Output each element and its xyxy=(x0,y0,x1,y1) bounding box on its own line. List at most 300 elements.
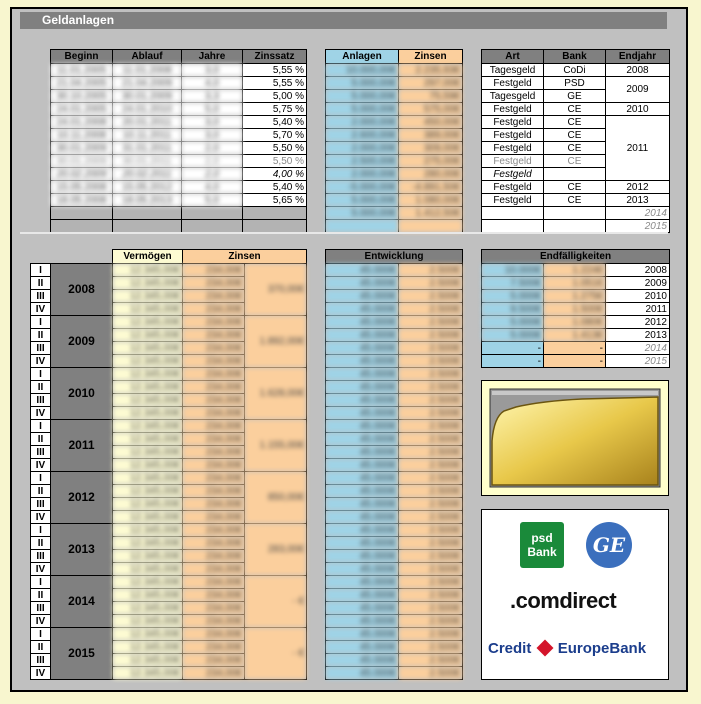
ge-logo-text: GE xyxy=(592,533,626,557)
cell-jahre xyxy=(182,207,243,220)
cell-vermoegen: 12.345,00€ xyxy=(113,290,183,303)
endfael-row xyxy=(482,277,670,290)
quarter-label: IV xyxy=(31,303,51,316)
endfael-row xyxy=(482,303,670,316)
cell-zinsen-q: 234,00€ xyxy=(183,303,245,316)
cell-jahre: 5,0 xyxy=(182,194,243,207)
cell-entw-anlagen: 45.000€ xyxy=(326,277,399,290)
quarter-row xyxy=(31,420,307,433)
quarter-label: I xyxy=(31,264,51,277)
deposit-row xyxy=(51,220,307,233)
entwicklung-row xyxy=(326,433,463,446)
cell-endf-zinsen: 1.080€ xyxy=(544,316,606,329)
cell-beginn: 30.01.2009 xyxy=(51,142,113,155)
cell-bank: CE xyxy=(544,181,606,194)
cell-entw-anlagen: 45.000€ xyxy=(326,381,399,394)
cell-entw-anlagen: 45.000€ xyxy=(326,615,399,628)
cell-zinssatz: 4,00 % xyxy=(243,168,307,181)
invest-row xyxy=(326,194,463,207)
invest-row xyxy=(326,64,463,77)
entwicklung-row xyxy=(326,654,463,667)
cell-art: Tagesgeld xyxy=(482,90,544,103)
cell-vermoegen: 12.345,00€ xyxy=(113,602,183,615)
cell-anlagen: 10.000,00€ xyxy=(326,64,399,77)
entwicklung-row xyxy=(326,420,463,433)
cell-endjahr: 2015 xyxy=(606,220,670,233)
invest-row xyxy=(326,142,463,155)
quarter-label: I xyxy=(31,576,51,589)
cell-entw-zinsen: 2.500€ xyxy=(399,602,463,615)
col-zinsen: Zinsen xyxy=(399,50,463,64)
cell-endf-anlagen: 5.000€ xyxy=(482,316,544,329)
quarter-label: IV xyxy=(31,355,51,368)
cell-bank: CE xyxy=(544,103,606,116)
cell-zinssatz xyxy=(243,207,307,220)
entwicklung-row xyxy=(326,498,463,511)
quarter-label: III xyxy=(31,446,51,459)
year-label: 2011 xyxy=(51,420,113,472)
cell-beginn: 10.11.2008 xyxy=(51,129,113,142)
cell-entw-zinsen: 2.500€ xyxy=(399,641,463,654)
quarter-label: IV xyxy=(31,511,51,524)
cell-anlagen: 2.000,00€ xyxy=(326,168,399,181)
entwicklung-row xyxy=(326,589,463,602)
quarter-row xyxy=(31,316,307,329)
cell-entw-anlagen: 45.000€ xyxy=(326,472,399,485)
cell-zinsen-q: 234,00€ xyxy=(183,537,245,550)
cell-zinsen-q: 234,00€ xyxy=(183,329,245,342)
cell-zinsen: 450,00€ xyxy=(399,116,463,129)
cell-entw-zinsen: 2.500€ xyxy=(399,472,463,485)
cell-endf-jahr: 2011 xyxy=(606,303,670,316)
cell-zinsen-q: 234,00€ xyxy=(183,446,245,459)
bank-table xyxy=(481,49,670,233)
cell-endf-jahr: 2014 xyxy=(606,342,670,355)
cell-entw-anlagen: 45.000€ xyxy=(326,537,399,550)
entwicklung-row xyxy=(326,628,463,641)
entwicklung-row xyxy=(326,381,463,394)
cell-vermoegen: 12.345,00€ xyxy=(113,277,183,290)
cell-vermoegen: 12.345,00€ xyxy=(113,303,183,316)
cell-entw-zinsen: 2.500€ xyxy=(399,511,463,524)
col-bank: Bank xyxy=(544,50,606,64)
quarter-label: II xyxy=(31,589,51,602)
cell-zinsen-q: 234,00€ xyxy=(183,511,245,524)
cell-vermoegen: 12.345,00€ xyxy=(113,446,183,459)
cell-vermoegen: 12.345,00€ xyxy=(113,511,183,524)
cell-zinsen: 297,00€ xyxy=(399,77,463,90)
cell-anlagen: 5.000,00€ xyxy=(326,207,399,220)
year-label: 2015 xyxy=(51,628,113,680)
cell-jahre: 3,0 xyxy=(182,116,243,129)
cell-anlagen: 2.600,00€ xyxy=(326,129,399,142)
entwicklung-row xyxy=(326,459,463,472)
cell-vermoegen: 12.345,00€ xyxy=(113,563,183,576)
cell-endf-anlagen: 7.500€ xyxy=(482,277,544,290)
cell-vermoegen: 12.345,00€ xyxy=(113,407,183,420)
quarter-row xyxy=(31,628,307,641)
cell-zinsen: 1.080,00€ xyxy=(399,194,463,207)
cell-endf-anlagen: - xyxy=(482,342,544,355)
quarter-label: III xyxy=(31,602,51,615)
cell-endjahr: 2012 xyxy=(606,181,670,194)
cell-entw-anlagen: 45.000€ xyxy=(326,303,399,316)
quarter-label: I xyxy=(31,472,51,485)
deposit-row xyxy=(51,129,307,142)
cell-zinsen-q: 234,00€ xyxy=(183,485,245,498)
cell-vermoegen: 12.345,00€ xyxy=(113,667,183,680)
cell-entw-zinsen: 2.500€ xyxy=(399,485,463,498)
cell-vermoegen: 12.345,00€ xyxy=(113,628,183,641)
cell-zinsen-q: 234,00€ xyxy=(183,407,245,420)
quarter-label: IV xyxy=(31,459,51,472)
cell-endf-anlagen: 5.000€ xyxy=(482,329,544,342)
col-zinsen-lower: Zinsen xyxy=(183,250,307,264)
endfael-row xyxy=(482,355,670,368)
cell-entw-zinsen: 2.500€ xyxy=(399,329,463,342)
cell-entw-anlagen: 45.000€ xyxy=(326,433,399,446)
col-ablauf: Ablauf xyxy=(113,50,182,64)
cell-zinsen: 280,00€ xyxy=(399,168,463,181)
quarter-label: III xyxy=(31,394,51,407)
entwicklung-table xyxy=(325,249,463,680)
cell-zinsen-q: 234,00€ xyxy=(183,589,245,602)
invest-row xyxy=(326,116,463,129)
quarter-label: III xyxy=(31,550,51,563)
cell-endf-anlagen: 5.000€ xyxy=(482,290,544,303)
year-label: 2009 xyxy=(51,316,113,368)
credit-europe-left: Credit xyxy=(488,640,532,657)
cell-entw-zinsen: 2.500€ xyxy=(399,628,463,641)
cell-entw-anlagen: 45.000€ xyxy=(326,329,399,342)
year-sum: 1.155,00€ xyxy=(245,420,307,472)
cell-zinsen-q: 234,00€ xyxy=(183,576,245,589)
endfael-row xyxy=(482,342,670,355)
cell-bank: CoDi xyxy=(544,64,606,77)
cell-vermoegen: 12.345,00€ xyxy=(113,654,183,667)
cell-art: Festgeld xyxy=(482,77,544,90)
cell-jahre: 2,0 xyxy=(182,168,243,181)
quarter-label: II xyxy=(31,537,51,550)
cell-zinsen-q: 234,00€ xyxy=(183,667,245,680)
cell-bank xyxy=(544,220,606,233)
cell-zinsen-q: 234,00€ xyxy=(183,394,245,407)
bank-row xyxy=(482,116,670,129)
cell-jahre: 4,0 xyxy=(182,77,243,90)
cell-jahre: 4,0 xyxy=(182,181,243,194)
col-anlagen: Anlagen xyxy=(326,50,399,64)
cell-jahre: 2,0 xyxy=(182,155,243,168)
quarter-row xyxy=(31,368,307,381)
cell-zinsen: 75,59€ xyxy=(399,90,463,103)
cell-endf-zinsen: 1.224€ xyxy=(544,264,606,277)
cell-anlagen: 2.500,00€ xyxy=(326,155,399,168)
credit-europe-logo xyxy=(488,640,664,662)
entwicklung-row xyxy=(326,264,463,277)
cell-art xyxy=(482,220,544,233)
cell-entw-anlagen: 45.000€ xyxy=(326,368,399,381)
cell-endf-jahr: 2008 xyxy=(606,264,670,277)
quarter-label: III xyxy=(31,342,51,355)
col-jahre: Jahre xyxy=(182,50,243,64)
cell-zinsen: 575,00€ xyxy=(399,103,463,116)
cell-entw-zinsen: 2.500€ xyxy=(399,277,463,290)
cell-zinsen-q: 234,00€ xyxy=(183,277,245,290)
entwicklung-row xyxy=(326,472,463,485)
cell-beginn: 30.01.2009 xyxy=(51,155,113,168)
cell-ablauf: 24.01.2010 xyxy=(113,103,182,116)
cell-entw-anlagen: 45.000€ xyxy=(326,355,399,368)
cell-endf-anlagen: 10.000€ xyxy=(482,264,544,277)
cell-entw-zinsen: 2.500€ xyxy=(399,563,463,576)
credit-europe-right: EuropeBank xyxy=(557,640,647,657)
cell-vermoegen: 12.345,00€ xyxy=(113,342,183,355)
cell-ablauf: 11.01.2008 xyxy=(113,64,182,77)
entwicklung-row xyxy=(326,524,463,537)
cell-entw-anlagen: 45.000€ xyxy=(326,459,399,472)
invest-row xyxy=(326,168,463,181)
cell-endf-jahr: 2010 xyxy=(606,290,670,303)
cell-zinssatz: 5,00 % xyxy=(243,90,307,103)
col-beginn: Beginn xyxy=(51,50,113,64)
cell-entw-zinsen: 2.500€ xyxy=(399,667,463,680)
cell-ablauf: 20.01.2011 xyxy=(113,116,182,129)
bank-row xyxy=(482,194,670,207)
cell-zinssatz: 5,50 % xyxy=(243,142,307,155)
cell-zinsen xyxy=(399,220,463,233)
cell-zinsen-q: 234,00€ xyxy=(183,654,245,667)
cell-art: Festgeld xyxy=(482,129,544,142)
cell-entw-anlagen: 45.000€ xyxy=(326,407,399,420)
cell-jahre: 2,0 xyxy=(182,142,243,155)
cell-art: Festgeld xyxy=(482,168,544,181)
wealth-chart xyxy=(481,380,669,496)
cell-vermoegen: 12.345,00€ xyxy=(113,550,183,563)
cell-zinsen-q: 234,00€ xyxy=(183,381,245,394)
endfael-row xyxy=(482,264,670,277)
cell-zinssatz: 5,40 % xyxy=(243,181,307,194)
credit-europe-diamond-icon xyxy=(536,640,553,657)
bank-row xyxy=(482,64,670,77)
cell-beginn: 30.10.2005 xyxy=(51,90,113,103)
entwicklung-row xyxy=(326,563,463,576)
deposit-table xyxy=(50,49,307,233)
cell-zinsen-q: 234,00€ xyxy=(183,498,245,511)
cell-vermoegen: 12.345,00€ xyxy=(113,472,183,485)
cell-entw-zinsen: 2.500€ xyxy=(399,342,463,355)
cell-beginn: 15.05.2008 xyxy=(51,181,113,194)
cell-zinsen-q: 234,00€ xyxy=(183,420,245,433)
entwicklung-row xyxy=(326,615,463,628)
cell-endf-zinsen: - xyxy=(544,355,606,368)
cell-endf-jahr: 2015 xyxy=(606,355,670,368)
entwicklung-row xyxy=(326,576,463,589)
bank-row xyxy=(482,77,670,90)
quarter-label: III xyxy=(31,498,51,511)
cell-anlagen: 5.000,00€ xyxy=(326,103,399,116)
ge-logo xyxy=(586,522,632,568)
deposit-row xyxy=(51,116,307,129)
cell-anlagen: 5.000,00€ xyxy=(326,77,399,90)
cell-bank: CE xyxy=(544,155,606,168)
cell-ablauf: 30.01.2011 xyxy=(113,155,182,168)
deposit-row xyxy=(51,168,307,181)
entwicklung-row xyxy=(326,303,463,316)
quarter-label: IV xyxy=(31,563,51,576)
cell-entw-zinsen: 2.500€ xyxy=(399,654,463,667)
cell-bank xyxy=(544,168,606,181)
entwicklung-row xyxy=(326,602,463,615)
cell-entw-zinsen: 2.500€ xyxy=(399,589,463,602)
cell-entw-zinsen: 2.500€ xyxy=(399,316,463,329)
quarter-label: I xyxy=(31,368,51,381)
quarter-label: I xyxy=(31,524,51,537)
wealth-area-chart xyxy=(482,381,668,495)
sheet-title: Geldanlagen xyxy=(20,12,667,29)
quarter-label: II xyxy=(31,329,51,342)
cell-entw-anlagen: 45.000€ xyxy=(326,290,399,303)
cell-endjahr: 2011 xyxy=(606,116,670,181)
cell-jahre: 3,0 xyxy=(182,129,243,142)
cell-ablauf: 30.01.2009 xyxy=(113,90,182,103)
invest-row xyxy=(326,220,463,233)
entwicklung-row xyxy=(326,407,463,420)
cell-art: Tagesgeld xyxy=(482,64,544,77)
cell-zinssatz: 5,40 % xyxy=(243,116,307,129)
cell-endjahr: 2010 xyxy=(606,103,670,116)
cell-endf-jahr: 2013 xyxy=(606,329,670,342)
cell-vermoegen: 12.345,00€ xyxy=(113,615,183,628)
cell-zinsen-q: 234,00€ xyxy=(183,433,245,446)
cell-entw-anlagen: 45.000€ xyxy=(326,511,399,524)
cell-endf-anlagen: 9.500€ xyxy=(482,303,544,316)
cell-zinsen-q: 234,00€ xyxy=(183,641,245,654)
cell-entw-zinsen: 2.500€ xyxy=(399,615,463,628)
quarter-label: II xyxy=(31,277,51,290)
quarter-label: II xyxy=(31,381,51,394)
quarter-label: II xyxy=(31,433,51,446)
year-sum: - € xyxy=(245,628,307,680)
cell-bank: GE xyxy=(544,90,606,103)
cell-zinssatz: 5,50 % xyxy=(243,155,307,168)
cell-beginn xyxy=(51,220,113,233)
cell-anlagen: 5.000,00€ xyxy=(326,194,399,207)
cell-zinsen-q: 234,00€ xyxy=(183,550,245,563)
quarter-row xyxy=(31,576,307,589)
cell-ablauf xyxy=(113,207,182,220)
cell-entw-zinsen: 2.500€ xyxy=(399,303,463,316)
cell-zinsen-q: 234,00€ xyxy=(183,290,245,303)
cell-anlagen xyxy=(326,220,399,233)
entwicklung-row xyxy=(326,394,463,407)
cell-anlagen: 2.000,00€ xyxy=(326,116,399,129)
deposit-row xyxy=(51,181,307,194)
cell-zinsen: 309,00€ xyxy=(399,142,463,155)
quarter-label: IV xyxy=(31,615,51,628)
cell-zinssatz: 5,55 % xyxy=(243,64,307,77)
cell-entw-zinsen: 2.500€ xyxy=(399,290,463,303)
cell-endjahr: 2008 xyxy=(606,64,670,77)
cell-bank: CE xyxy=(544,142,606,155)
entwicklung-row xyxy=(326,485,463,498)
bank-row xyxy=(482,207,670,220)
cell-zinsen-q: 234,00€ xyxy=(183,355,245,368)
cell-art: Festgeld xyxy=(482,103,544,116)
cell-ablauf xyxy=(113,220,182,233)
cell-entw-anlagen: 45.000€ xyxy=(326,576,399,589)
cell-entw-zinsen: 2.500€ xyxy=(399,459,463,472)
year-sum: - € xyxy=(245,576,307,628)
col-art: Art xyxy=(482,50,544,64)
cell-art: Festgeld xyxy=(482,194,544,207)
cell-zinsen-q: 234,00€ xyxy=(183,342,245,355)
col-endfael: Endfälligkeiten xyxy=(482,250,670,264)
cell-entw-anlagen: 45.000€ xyxy=(326,264,399,277)
cell-entw-anlagen: 45.000€ xyxy=(326,524,399,537)
deposit-row xyxy=(51,77,307,90)
cell-beginn: 11.01.2005 xyxy=(51,64,113,77)
cell-entw-zinsen: 2.500€ xyxy=(399,433,463,446)
psd-bank-logo xyxy=(520,522,564,568)
col-entwicklung: Entwicklung xyxy=(326,250,463,264)
cell-zinsen-q: 234,00€ xyxy=(183,368,245,381)
cell-zinsen-q: 234,00€ xyxy=(183,615,245,628)
cell-vermoegen: 12.345,00€ xyxy=(113,498,183,511)
cell-anlagen: 2.000,00€ xyxy=(326,142,399,155)
year-sum: 1.892,00€ xyxy=(245,316,307,368)
quarter-label: IV xyxy=(31,407,51,420)
cell-art: Festgeld xyxy=(482,181,544,194)
cell-art: Festgeld xyxy=(482,116,544,129)
cell-jahre xyxy=(182,220,243,233)
cell-entw-zinsen: 2.500€ xyxy=(399,368,463,381)
deposit-row xyxy=(51,103,307,116)
cell-entw-zinsen: 2.500€ xyxy=(399,498,463,511)
cell-entw-anlagen: 45.000€ xyxy=(326,498,399,511)
cell-zinsen: -4.891,50€ xyxy=(399,181,463,194)
quarter-label: IV xyxy=(31,667,51,680)
cell-vermoegen: 12.345,00€ xyxy=(113,459,183,472)
quarter-label: II xyxy=(31,641,51,654)
cell-art xyxy=(482,207,544,220)
cell-endjahr: 2013 xyxy=(606,194,670,207)
bank-row xyxy=(482,103,670,116)
cell-endf-zinsen: - xyxy=(544,342,606,355)
cell-endf-zinsen: 1.500€ xyxy=(544,303,606,316)
invest-row xyxy=(326,103,463,116)
cell-beginn: 24.01.2005 xyxy=(51,103,113,116)
cell-art: Festgeld xyxy=(482,142,544,155)
invest-table xyxy=(325,49,463,233)
cell-zinsen-q: 234,00€ xyxy=(183,524,245,537)
cell-beginn: 18.05.2008 xyxy=(51,194,113,207)
cell-zinsen-q: 234,00€ xyxy=(183,602,245,615)
deposit-row xyxy=(51,194,307,207)
cell-entw-anlagen: 45.000€ xyxy=(326,420,399,433)
comdirect-logo: .comdirect xyxy=(510,588,617,613)
cell-entw-zinsen: 2.500€ xyxy=(399,407,463,420)
cell-endf-anlagen: - xyxy=(482,355,544,368)
cell-entw-anlagen: 45.000€ xyxy=(326,446,399,459)
cell-beginn: 24.01.2008 xyxy=(51,116,113,129)
section-divider xyxy=(20,232,668,234)
cell-entw-zinsen: 2.500€ xyxy=(399,264,463,277)
cell-bank: CE xyxy=(544,116,606,129)
entwicklung-row xyxy=(326,667,463,680)
entwicklung-row xyxy=(326,550,463,563)
cell-ablauf: 31.01.2011 xyxy=(113,142,182,155)
cell-vermoegen: 12.345,00€ xyxy=(113,420,183,433)
